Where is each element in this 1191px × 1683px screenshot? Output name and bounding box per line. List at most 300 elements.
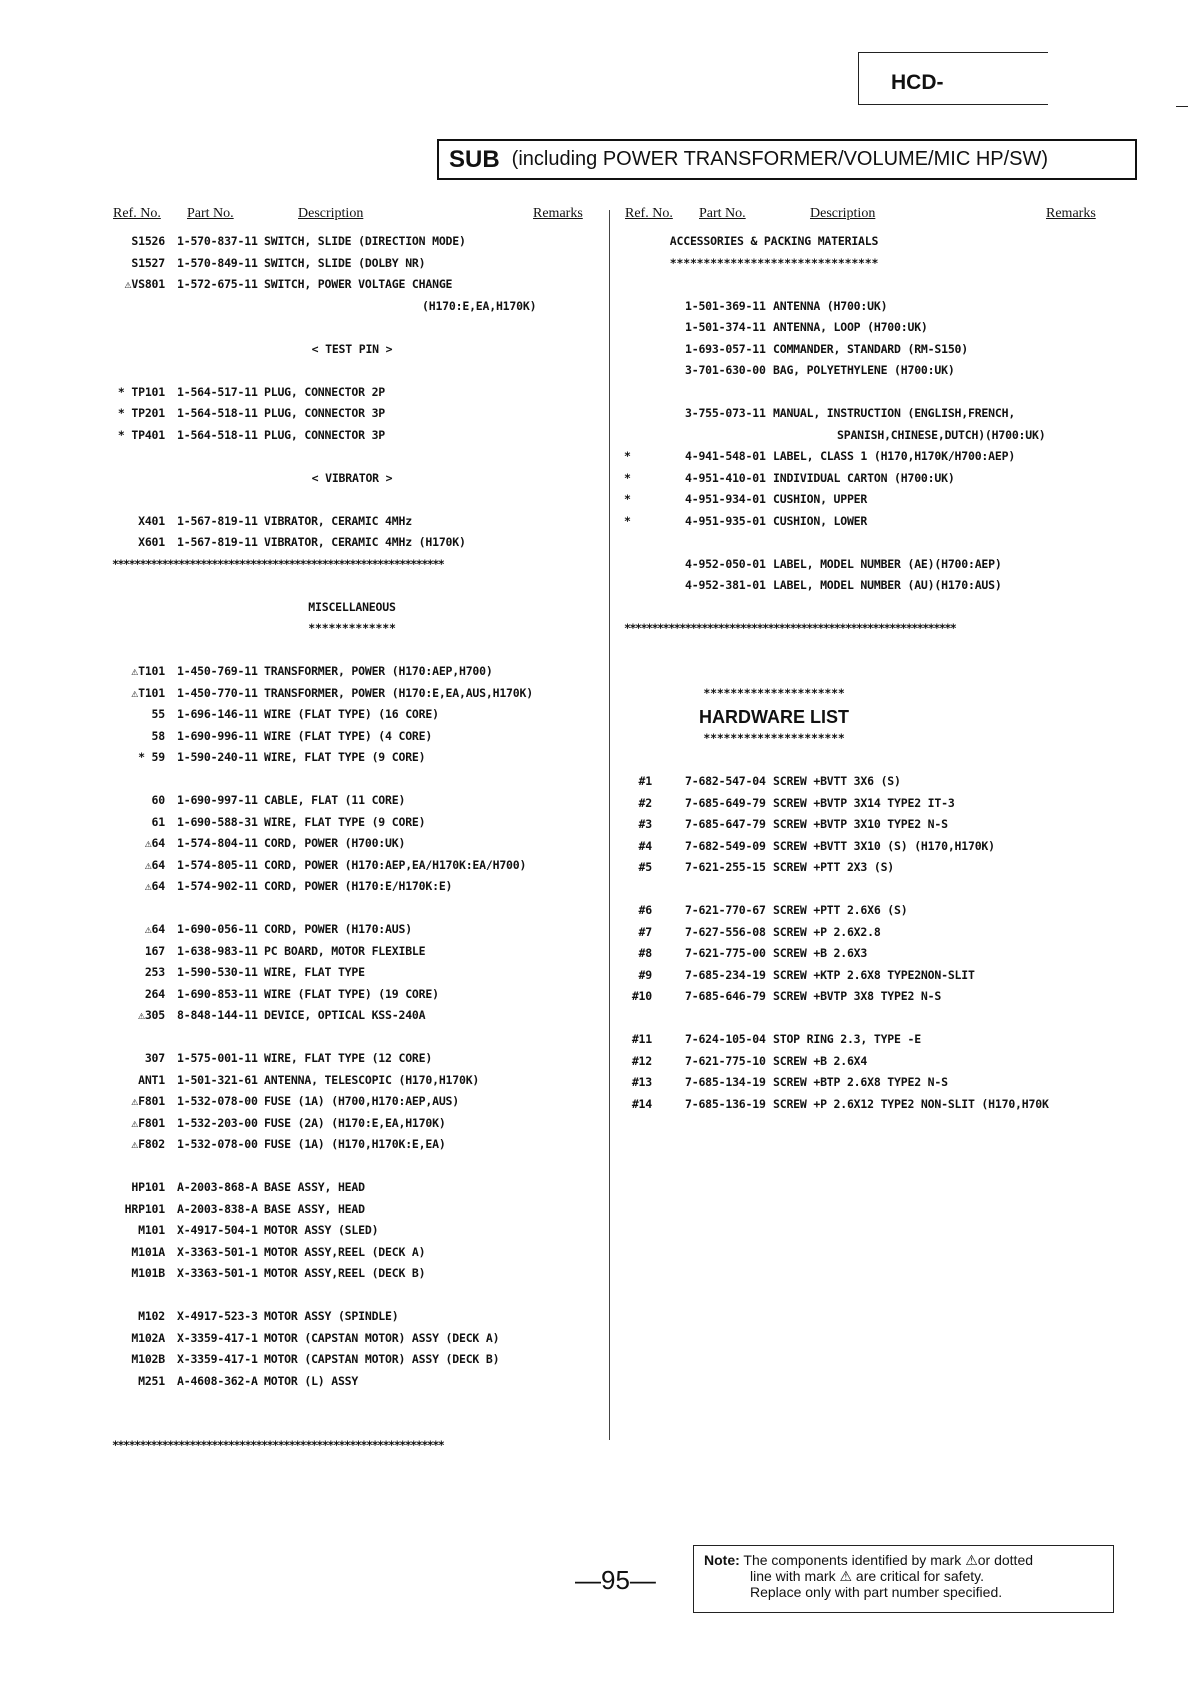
ref-no: #5 (638, 860, 652, 874)
ref-no: #4 (638, 838, 652, 853)
description: TRANSFORMER, POWER (H170:AEP,H700) (264, 664, 493, 678)
description: SCREW +PTT 2.6X6 (S) (773, 903, 908, 917)
spacer (624, 882, 1074, 904)
ref-mark: * (624, 513, 631, 528)
description: CUSHION, UPPER (773, 492, 868, 506)
part-row (112, 815, 592, 837)
part-no: 7-685-134-19 (685, 1075, 766, 1089)
ref-no: 253 (144, 965, 165, 979)
ref-no: ⚠F801 (131, 1094, 165, 1108)
column-divider (609, 210, 610, 1440)
part-row (112, 1266, 592, 1288)
part-no: 7-685-649-79 (685, 795, 766, 810)
description: SCREW +B 2.6X4 (773, 1053, 868, 1068)
description: PC BOARD, MOTOR FLEXIBLE (264, 943, 426, 958)
part-no: 7-682-547-04 (685, 774, 766, 788)
ref-no: HRP101 (124, 1201, 165, 1216)
description: SCREW +PTT 2X3 (S) (773, 860, 895, 874)
part-row (112, 707, 592, 729)
ref-no: ⚠VS801 (124, 277, 165, 291)
part-no: 7-621-255-15 (685, 860, 766, 874)
spacer (112, 363, 592, 385)
part-row (624, 299, 1074, 321)
part-header: Part No. (187, 206, 234, 221)
description: WIRE (FLAT TYPE) (16 CORE) (264, 707, 439, 721)
section-label (624, 234, 1074, 256)
description: SCREW +B 2.6X3 (773, 946, 868, 960)
remarks-header: Remarks (1046, 206, 1096, 221)
part-no: 7-621-775-00 (685, 946, 766, 960)
spacer (624, 385, 1074, 407)
part-no: 1-590-530-11 (177, 965, 258, 979)
spacer (624, 277, 1074, 299)
ref-no: #8 (638, 946, 652, 960)
part-no: 7-682-549-09 (685, 838, 766, 853)
part-no: 4-951-410-01 (685, 470, 766, 485)
spacer (112, 449, 592, 471)
left-column (112, 206, 592, 1460)
ref-no: ⚠F802 (131, 1137, 165, 1151)
ref-no: M101B (131, 1266, 165, 1280)
part-no: A-2003-838-A (177, 1201, 258, 1216)
spacer (112, 1030, 592, 1052)
ref-no: #6 (638, 903, 652, 917)
part-row (112, 987, 592, 1009)
part-no: X-3359-417-1 (177, 1330, 258, 1345)
part-row (624, 492, 1074, 514)
part-row (112, 750, 592, 772)
part-no: 7-624-105-04 (685, 1032, 766, 1046)
description: MOTOR ASSY (SLED) (264, 1223, 379, 1237)
part-no: 1-690-853-11 (177, 986, 258, 1001)
part-row (112, 1008, 592, 1030)
description: WIRE (FLAT TYPE) (19 CORE) (264, 986, 439, 1001)
left-column-header (112, 206, 592, 234)
section-label (112, 621, 592, 643)
part-row (112, 1202, 592, 1224)
part-no: 1-567-819-11 (177, 535, 258, 549)
part-no: X-3359-417-1 (177, 1352, 258, 1366)
part-no: 1-564-517-11 (177, 384, 258, 399)
part-row (112, 1309, 592, 1331)
part-no: 7-685-647-79 (685, 817, 766, 831)
part-row (112, 535, 592, 557)
part-no: 1-570-849-11 (177, 255, 258, 270)
ref-header: Ref. No. (113, 206, 161, 221)
part-row (624, 1032, 1074, 1054)
left-parts-list (112, 234, 592, 1460)
ref-no: 61 (151, 814, 165, 829)
description: MOTOR (CAPSTAN MOTOR) ASSY (DECK A) (264, 1330, 500, 1345)
part-no: 1-574-805-11 (177, 857, 258, 872)
description: SCREW +P 2.6X12 TYPE2 NON-SLIT (H170,H70K (773, 1096, 1049, 1111)
part-row (112, 406, 592, 428)
separator-stars (624, 621, 1074, 643)
ref-no: ANT1 (138, 1072, 165, 1087)
description: WIRE, FLAT TYPE (264, 965, 365, 979)
description: CORD, POWER (H700:UK) (264, 836, 406, 850)
section-label-text: ********************* (703, 685, 845, 700)
ref-no: ⚠305 (138, 1008, 165, 1022)
ref-no: M102A (131, 1330, 165, 1345)
part-row (624, 471, 1074, 493)
hardware-list-title (624, 707, 1074, 731)
part-no: 7-685-646-79 (685, 989, 766, 1003)
part-row (112, 729, 592, 751)
part-row (624, 342, 1074, 364)
description: WIRE (FLAT TYPE) (4 CORE) (264, 728, 433, 743)
ref-no: #9 (638, 967, 652, 982)
part-row (624, 449, 1074, 471)
part-row (624, 1075, 1074, 1097)
description: FUSE (1A) (H170,H170K:E,EA) (264, 1137, 446, 1151)
spacer (112, 492, 592, 514)
ref-mark: * (624, 470, 631, 485)
description: CORD, POWER (H170:AUS) (264, 922, 412, 936)
part-row (112, 879, 592, 901)
description: SWITCH, SLIDE (DOLBY NR) (264, 255, 426, 270)
ref-no: 55 (151, 707, 165, 721)
ref-no: ⚠64 (144, 857, 165, 872)
separator-stars (112, 557, 592, 579)
description: LABEL, MODEL NUMBER (AU)(H170:AUS) (773, 578, 1002, 592)
part-no: 4-951-934-01 (685, 492, 766, 506)
ref-mark: * (624, 492, 631, 506)
part-no: 8-848-144-11 (177, 1008, 258, 1022)
description: MOTOR (CAPSTAN MOTOR) ASSY (DECK B) (264, 1352, 500, 1366)
ref-no: 58 (151, 728, 165, 743)
spacer (624, 664, 1074, 686)
part-row (112, 256, 592, 278)
part-row (112, 686, 592, 708)
description: WIRE, FLAT TYPE (9 CORE) (264, 814, 426, 829)
part-row (112, 1051, 592, 1073)
part-row (112, 922, 592, 944)
ref-no: ⚠F801 (131, 1115, 165, 1130)
description: SCREW +BVTT 3X10 (S) (H170,H170K) (773, 838, 995, 853)
description: BASE ASSY, HEAD (264, 1201, 365, 1216)
part-no: 7-627-556-08 (685, 924, 766, 939)
part-no: 1-690-997-11 (177, 793, 258, 807)
part-row (624, 514, 1074, 536)
part-no: X-4917-504-1 (177, 1223, 258, 1237)
ref-no: * TP101 (117, 384, 165, 399)
part-row (112, 1180, 592, 1202)
part-row (112, 1245, 592, 1267)
part-row (112, 385, 592, 407)
section-label-text: ACCESSORIES & PACKING MATERIALS (669, 234, 879, 248)
description-continued-text: SPANISH,CHINESE,DUTCH)(H700:UK) (837, 427, 1046, 442)
description: VIBRATOR, CERAMIC 4MHz (H170K) (264, 535, 466, 549)
section-label-text: MISCELLANEOUS (308, 599, 396, 614)
ref-no: #3 (638, 817, 652, 831)
description: BAG, POLYETHYLENE (H700:UK) (773, 363, 955, 377)
description: CORD, POWER (H170:E/H170K:E) (264, 879, 453, 893)
description-continued (624, 428, 1074, 450)
ref-no: #13 (631, 1075, 652, 1089)
description: SCREW +BTP 2.6X8 TYPE2 N-S (773, 1075, 948, 1089)
description: MOTOR (L) ASSY (264, 1373, 359, 1388)
description: SCREW +BVTT 3X6 (S) (773, 774, 901, 788)
part-row (112, 793, 592, 815)
part-no: 3-701-630-00 (685, 363, 766, 377)
ref-header: Ref. No. (625, 206, 673, 221)
description: SWITCH, POWER VOLTAGE CHANGE (264, 277, 453, 291)
model-label: HCD- (891, 71, 944, 94)
ref-no: #10 (631, 989, 652, 1003)
ref-no: #2 (638, 795, 652, 810)
part-no: 1-532-078-00 (177, 1094, 258, 1108)
description: CORD, POWER (H170:AEP,EA/H170K:EA/H700) (264, 857, 527, 872)
right-parts-list (624, 234, 1074, 1118)
description: MANUAL, INSTRUCTION (ENGLISH,FRENCH, (773, 406, 1016, 420)
part-no: 4-952-381-01 (685, 578, 766, 592)
part-row (112, 1223, 592, 1245)
part-no: 1-501-369-11 (685, 298, 766, 313)
part-no: 1-696-146-11 (177, 707, 258, 721)
ref-no: S1526 (131, 234, 165, 248)
ref-no: M102 (138, 1309, 165, 1323)
description: SCREW +BVTP 3X10 TYPE2 N-S (773, 817, 948, 831)
ref-no: ⚠64 (144, 879, 165, 893)
part-row (112, 664, 592, 686)
part-row (112, 514, 592, 536)
description: PLUG, CONNECTOR 3P (264, 406, 386, 420)
description: MOTOR ASSY,REEL (DECK A) (264, 1244, 426, 1259)
part-row (112, 277, 592, 299)
part-no: 7-621-775-10 (685, 1053, 766, 1068)
part-row (624, 1097, 1074, 1119)
part-no: 7-685-136-19 (685, 1096, 766, 1111)
separator-text: ************************************************************ (112, 1438, 444, 1452)
section-label (112, 471, 592, 493)
part-no: 1-564-518-11 (177, 406, 258, 420)
part-row (624, 925, 1074, 947)
part-row (624, 774, 1074, 796)
spacer (112, 643, 592, 665)
description-continued-text: (H170:E,EA,H170K) (422, 298, 537, 313)
part-no: X-3363-501-1 (177, 1244, 258, 1259)
spacer (112, 320, 592, 342)
part-no: 1-450-770-11 (177, 685, 258, 700)
part-row (624, 839, 1074, 861)
ref-no: 264 (144, 986, 165, 1001)
part-row (112, 1094, 592, 1116)
part-no: X-3363-501-1 (177, 1266, 258, 1280)
spacer (112, 1159, 592, 1181)
description: INDIVIDUAL CARTON (H700:UK) (773, 470, 955, 485)
right-column-header (624, 206, 1096, 234)
part-no: 1-532-203-00 (177, 1115, 258, 1130)
part-no: 1-574-804-11 (177, 836, 258, 850)
part-row (624, 363, 1074, 385)
part-no: 1-638-983-11 (177, 943, 258, 958)
remarks-header: Remarks (533, 206, 583, 221)
ref-no: M101 (138, 1223, 165, 1237)
spacer (112, 1395, 592, 1417)
part-no: 1-690-588-31 (177, 814, 258, 829)
section-label-text: ********************* (703, 731, 845, 745)
description: SCREW +P 2.6X2.8 (773, 924, 881, 939)
ref-no: ⚠T101 (131, 685, 165, 700)
part-no: 1-567-819-11 (177, 513, 258, 528)
part-row (112, 234, 592, 256)
note-line-1: The components identified by mark ⚠or dotted (743, 1552, 1034, 1568)
ref-no: * TP401 (117, 427, 165, 442)
note-label: Note: (704, 1552, 740, 1568)
section-title-bold: SUB (449, 145, 500, 173)
description: WIRE, FLAT TYPE (12 CORE) (264, 1051, 433, 1065)
section-label-text: ************* (308, 621, 396, 635)
safety-note (693, 1545, 1114, 1613)
section-label-text: < VIBRATOR > (311, 470, 393, 485)
description: LABEL, MODEL NUMBER (AE)(H700:AEP) (773, 556, 1002, 571)
part-header: Part No. (699, 206, 746, 221)
ref-no: 307 (144, 1051, 165, 1065)
ref-no: * TP201 (117, 406, 165, 420)
description: SCREW +BVTP 3X8 TYPE2 N-S (773, 989, 942, 1003)
part-no: 1-590-240-11 (177, 750, 258, 764)
ref-no: ⚠64 (144, 922, 165, 936)
part-no: 7-685-234-19 (685, 967, 766, 982)
part-no: 3-755-073-11 (685, 406, 766, 420)
description: PLUG, CONNECTOR 3P (264, 427, 386, 442)
part-row (624, 1054, 1074, 1076)
section-label-text: < TEST PIN > (311, 341, 393, 356)
hardware-list-title-text: HARDWARE LIST (699, 707, 849, 727)
separator-text: ************************************************************ (624, 621, 956, 635)
part-no: 4-951-935-01 (685, 513, 766, 528)
part-no: 4-952-050-01 (685, 556, 766, 571)
ref-no: S1527 (131, 255, 165, 270)
part-no: A-4608-362-A (177, 1373, 258, 1388)
description: ANTENNA, TELESCOPIC (H170,H170K) (264, 1072, 480, 1087)
part-row (624, 860, 1074, 882)
ref-no: 60 (151, 793, 165, 807)
section-label (624, 731, 1074, 753)
spacer (112, 901, 592, 923)
part-no: 7-621-770-67 (685, 903, 766, 917)
ref-no: #7 (638, 924, 652, 939)
model-underline (859, 104, 1048, 105)
part-no: 1-690-996-11 (177, 728, 258, 743)
description: ANTENNA (H700:UK) (773, 298, 888, 313)
ref-no: M102B (131, 1352, 165, 1366)
spacer (112, 1417, 592, 1439)
part-row (112, 965, 592, 987)
ref-no: X401 (138, 513, 165, 528)
spacer (624, 643, 1074, 665)
spacer (112, 772, 592, 794)
ref-no: 167 (144, 943, 165, 958)
part-row (624, 578, 1074, 600)
spacer (624, 600, 1074, 622)
corner-dash (1176, 106, 1188, 107)
description: PLUG, CONNECTOR 2P (264, 384, 386, 399)
description: BASE ASSY, HEAD (264, 1180, 365, 1194)
part-row (112, 1137, 592, 1159)
part-no: X-4917-523-3 (177, 1309, 258, 1323)
part-row (624, 817, 1074, 839)
description: SCREW +KTP 2.6X8 TYPE2NON-SLIT (773, 967, 975, 982)
section-label (624, 686, 1074, 708)
part-row (624, 796, 1074, 818)
description: MOTOR ASSY,REEL (DECK B) (264, 1266, 426, 1280)
description: COMMANDER, STANDARD (RM-S150) (773, 341, 968, 356)
description: WIRE, FLAT TYPE (9 CORE) (264, 750, 426, 764)
section-label-text: ******************************* (669, 255, 879, 270)
description: LABEL, CLASS 1 (H170,H170K/H700:AEP) (773, 449, 1016, 463)
part-row (624, 903, 1074, 925)
description: SCREW +BVTP 3X14 TYPE2 IT-3 (773, 795, 955, 810)
description: FUSE (2A) (H170:E,EA,H170K) (264, 1115, 446, 1130)
note-line-3: Replace only with part number specified. (750, 1584, 1003, 1600)
part-no: 1-450-769-11 (177, 664, 258, 678)
part-row (112, 1116, 592, 1138)
separator-text: ************************************************************ (112, 556, 444, 571)
description: ANTENNA, LOOP (H700:UK) (773, 320, 928, 334)
part-row (112, 1374, 592, 1396)
spacer (624, 1011, 1074, 1033)
part-row (112, 944, 592, 966)
description: MOTOR ASSY (SPINDLE) (264, 1309, 399, 1323)
note-line-2: line with mark ⚠ are critical for safety. (750, 1568, 985, 1584)
part-no: 4-941-548-01 (685, 449, 766, 463)
ref-no: #12 (631, 1053, 652, 1068)
ref-no: * 59 (138, 750, 165, 764)
description-continued (112, 299, 592, 321)
part-row (624, 968, 1074, 990)
part-row (624, 946, 1074, 968)
part-row (112, 1073, 592, 1095)
spacer (624, 753, 1074, 775)
ref-no: X601 (138, 535, 165, 549)
description: CUSHION, LOWER (773, 513, 868, 528)
spacer (112, 578, 592, 600)
part-no: 1-575-001-11 (177, 1051, 258, 1065)
part-no: 1-574-902-11 (177, 879, 258, 893)
part-row (624, 406, 1074, 428)
ref-no: #11 (631, 1032, 652, 1046)
part-row (112, 428, 592, 450)
section-label (112, 342, 592, 364)
section-label (624, 256, 1074, 278)
model-box (858, 52, 1048, 105)
section-title-box (437, 139, 1137, 180)
page-number: —95— (575, 1565, 656, 1595)
ref-no: #1 (638, 774, 652, 788)
ref-no: #14 (631, 1096, 652, 1111)
part-no: 1-501-321-61 (177, 1072, 258, 1087)
part-no: 1-570-837-11 (177, 234, 258, 248)
description: VIBRATOR, CERAMIC 4MHz (264, 513, 412, 528)
part-row (112, 1352, 592, 1374)
part-row (624, 557, 1074, 579)
section-title-rest: (including POWER TRANSFORMER/VOLUME/MIC HP/SW) (511, 148, 1049, 170)
section-label (112, 600, 592, 622)
part-no: 1-532-078-00 (177, 1137, 258, 1151)
part-row (624, 320, 1074, 342)
part-no: 1-693-057-11 (685, 341, 766, 356)
part-no: 1-564-518-11 (177, 427, 258, 442)
part-row (112, 1331, 592, 1353)
description: TRANSFORMER, POWER (H170:E,EA,AUS,H170K) (264, 685, 533, 700)
ref-no: M251 (138, 1373, 165, 1388)
part-no: 1-572-675-11 (177, 277, 258, 291)
part-row (112, 836, 592, 858)
separator-stars (112, 1438, 592, 1460)
description: CABLE, FLAT (11 CORE) (264, 793, 406, 807)
